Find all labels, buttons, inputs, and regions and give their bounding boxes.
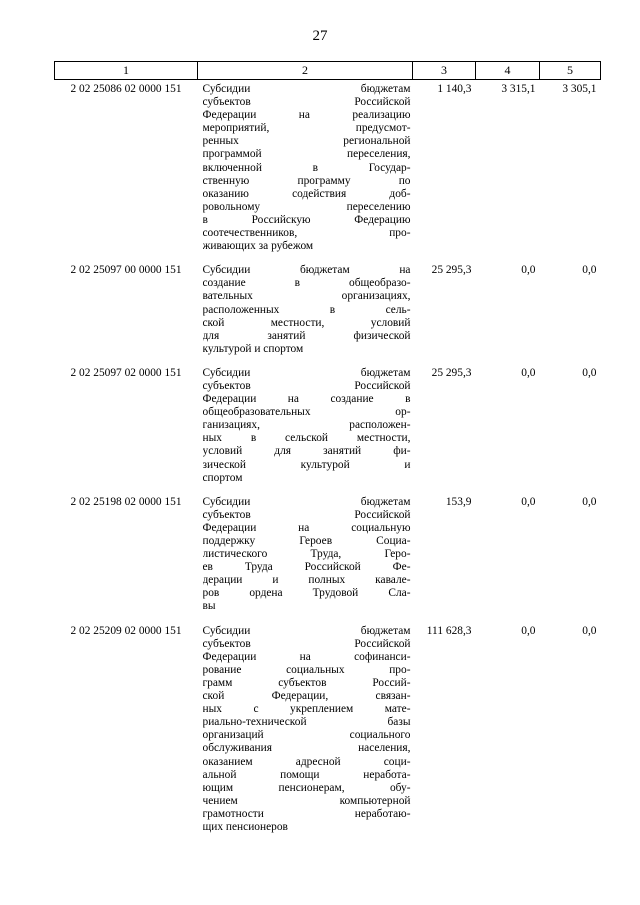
header-col-1: 1 [55, 62, 198, 80]
description-line: включенной в Государ- [202, 161, 411, 174]
description-line: вательных организациях, [202, 290, 411, 303]
description-line: ющим пенсионерам, обу- [202, 781, 411, 794]
description-line: Субсидии бюджетам [202, 83, 411, 95]
header-col-3: 3 [413, 62, 476, 80]
amount-cell-4: 0,0 [521, 495, 536, 508]
description-line: Субсидии бюджетам [202, 366, 411, 379]
budget-code-cell: 2 02 25086 02 0000 151 [70, 83, 182, 95]
description-line: грамм субъектов Россий- [202, 676, 411, 689]
header-col-4: 4 [476, 62, 540, 80]
description-line: ных с укреплением мате- [202, 703, 411, 716]
table-row [55, 264, 601, 367]
table-row [55, 367, 601, 496]
description-line: субъектов Российской [202, 508, 411, 521]
description-line: ганизациях, расположен- [202, 419, 411, 432]
budget-code-cell: 2 02 25097 02 0000 151 [70, 366, 182, 379]
amount-cell-4: 3 315,1 [501, 83, 536, 95]
amount-cell-3: 25 295,3 [431, 366, 472, 379]
description-line: ных в сельской местности, [202, 432, 411, 445]
description-line: ев Труда Российской Фе- [202, 561, 411, 574]
amount-cell-4: 0,0 [521, 624, 536, 637]
description-line: условий для занятий фи- [202, 445, 411, 458]
description-line: листического Труда, Геро- [202, 548, 411, 561]
description-line: чением компьютерной [202, 794, 411, 807]
amount-cell-5: 3 305,1 [562, 83, 597, 95]
amount-cell-4: 0,0 [521, 366, 536, 379]
budget-table [54, 61, 601, 845]
description-line: субъектов Российской [202, 379, 411, 392]
description-line: организаций социального [202, 729, 411, 742]
page-number: 27 [312, 28, 328, 44]
table-row [55, 625, 601, 846]
amount-cell-5: 0,0 [582, 495, 597, 508]
description-line: мероприятий, предусмот- [202, 122, 411, 135]
description-line: поддержку Героев Социа- [202, 535, 411, 547]
header-row [55, 62, 601, 80]
description-line: альной помощи неработа- [202, 768, 411, 781]
description-line: Федерации на реализацию [202, 109, 411, 122]
description-line: щих пенсионеров [202, 820, 288, 833]
description-line: ренных региональной [202, 135, 411, 148]
description-line: субъектов Российской [202, 96, 411, 109]
description-line: грамотности неработаю- [202, 807, 411, 820]
description-line: ственную программу по [202, 174, 411, 187]
description-line: культурой и спортом [202, 342, 304, 355]
amount-cell-3: 111 628,3 [426, 624, 472, 637]
description-line: создание в общеобразо- [202, 277, 411, 290]
description-line: субъектов Российской [202, 637, 411, 650]
description-line: дерации и полных кавале- [202, 574, 411, 587]
description-line: вы [202, 600, 216, 613]
header-col-2: 2 [198, 62, 413, 80]
budget-code-cell: 2 02 25209 02 0000 151 [70, 624, 182, 637]
amount-cell-3: 153,9 [445, 495, 472, 508]
amount-cell-4: 0,0 [521, 264, 536, 277]
description-line: ровольному переселению [202, 200, 411, 213]
amount-cell-5: 0,0 [582, 624, 597, 637]
description-line: ров ордена Трудовой Сла- [202, 587, 411, 600]
description-line: риально-технической базы [202, 716, 411, 729]
description-line: ской Федерации, связан- [202, 690, 411, 703]
description-line: ской местности, условий [202, 316, 411, 329]
description-cell [198, 80, 413, 265]
header-col-5: 5 [540, 62, 601, 80]
table-header [55, 62, 601, 80]
amount-cell-3: 1 140,3 [437, 83, 472, 95]
description-cell [198, 367, 413, 496]
table-body [55, 80, 601, 846]
description-line: Субсидии бюджетам [202, 495, 411, 508]
table-row [55, 496, 601, 625]
description-line: Федерации на создание в [202, 393, 411, 406]
description-line: рование социальных про- [202, 663, 411, 676]
description-line: Субсидии бюджетам на [202, 264, 411, 277]
description-line: спортом [202, 471, 243, 484]
budget-code-cell: 2 02 25097 00 0000 151 [70, 264, 182, 277]
description-line: живающих за рубежом [202, 240, 314, 253]
description-line: оказанием адресной соци- [202, 755, 411, 768]
description-line: обслуживания населения, [202, 742, 411, 755]
description-line: Федерации на социальную [202, 521, 411, 534]
description-line: в Российскую Федерацию [202, 213, 411, 226]
amount-cell-3: 25 295,3 [431, 264, 472, 277]
description-line: соотечественников, про- [202, 227, 411, 240]
description-line: общеобразовательных ор- [202, 406, 411, 419]
table-row [55, 80, 601, 265]
description-line: Субсидии бюджетам [202, 624, 411, 637]
description-line: Федерации на софинанси- [202, 650, 411, 663]
amount-cell-5: 0,0 [582, 264, 597, 277]
description-line: зической культурой и [202, 458, 411, 471]
description-line: оказанию содействия доб- [202, 187, 411, 200]
description-line: программой переселения, [202, 148, 411, 161]
description-cell [198, 264, 413, 367]
description-line: для занятий физической [202, 329, 411, 342]
amount-cell-5: 0,0 [582, 366, 597, 379]
description-cell [198, 625, 413, 846]
description-cell [198, 496, 413, 625]
description-line: расположенных в сель- [202, 303, 411, 316]
budget-code-cell: 2 02 25198 02 0000 151 [70, 495, 182, 508]
